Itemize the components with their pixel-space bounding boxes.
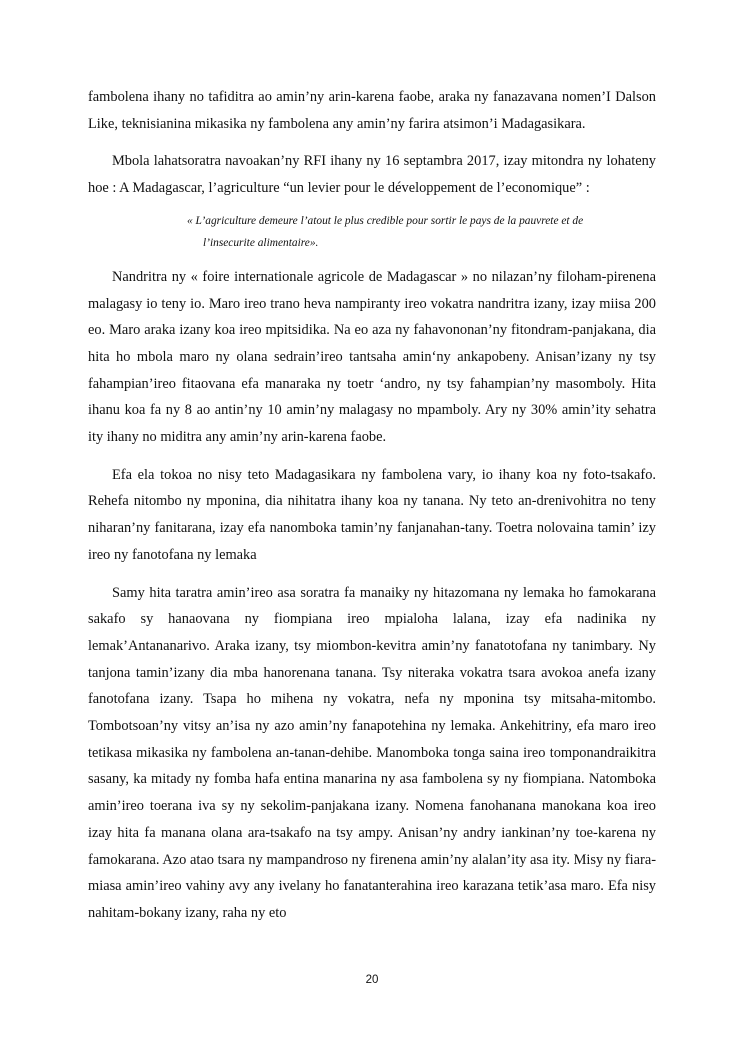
paragraph-foire-agricole: Nandritra ny « foire internationale agricole de Madagascar » no nilazan’ny filoham-pirenena malagasy io teny io. Maro ireo trano heva nampiranty ireo vokatra nandritra izany, izay miisa 200 eo. Maro araka izany koa ireo mpitsidika. Na eo aza ny fahavononan’ny fitondram-panjakana, dia hita ho mbola maro ny olana sedrain’ireo tantsaha amin‘ny ankapobeny. Anisan’izany ny tsy fahampian’ireo fitaovana efa manaraka ny toetr ‘andro, ny tsy fahampian’ny masomboly. Hita ihanu koa fa ny 8 ao antin’ny 10 amin’ny malagasy no mpamboly. Ary ny 30% amin’ity sehatra ity ihany no miditra any amin’ny arin-karena faobe.: [88, 268, 656, 446]
quote-line-1: « L’agriculture demeure l’atout le plus credible pour sortir le pays de la pauvrete et de: [187, 214, 584, 227]
paragraph-rfi-article: Mbola lahatsoratra navoakan’ny RFI ihany ny 16 septambra 2017, izay mitondra ny lohateny hoe : A Madagascar, l’agriculture “un levier pour le développement de l’economique” :: [88, 153, 656, 197]
block-quote: [187, 210, 656, 254]
document-page: [88, 84, 656, 927]
paragraph-lemaka: Samy hita taratra amin’ireo asa soratra fa manaiky ny hitazomana ny lemaka ho famokarana sakafo sy hanaovana ny fiompiana ireo mpialoha lalana, izay efa nadinika ny lemak’Antananarivo. Araka izany, tsy miombon-kevitra amin’ny fanatotofana ny tanimbary. Ny tanjona tamin’izany dia mba hanorenana tanana. Tsy niteraka vokatra tsara avokoa anefa izany fanotofana izany. Tsapa ho mihena ny vokatra, nefa ny mponina tsy mitsaha-mitombo. Tombotsoan’ny vitsy an’isa ny azo amin’ny fanapotehina ny lemaka. Ankehitriny, efa maro ireo tetikasa mikasika ny fambolena an-tanan-dehibe. Manomboka tonga saina ireo tomponandraikitra sasany, ka mitady ny fomba hafa entina manarina ny asa fambolena sy ny fiompiana. Natomboka amin’ireo toerana iva sy ny sekolim-panjakana izany. Nomena fanohanana manokana koa ireo izay hita fa manana olana ara-tsakafo na tsy ampy. Anisan’ny andry iankinan’ny toe-karena ny famokarana. Azo atao tsara ny mampandroso ny firenena amin’ny alalan’ity asa ity. Misy ny fiara-miasa amin’ireo vahiny avy any ivelany ho fanatanterahina ireo karazana tetik’asa maro. Efa nisy nahitam-bokany izany, raha ny eto: [88, 584, 656, 921]
quote-line-2: l’insecurite alimentaire».: [203, 236, 319, 249]
paragraph-fambolena-vary: Efa ela tokoa no nisy teto Madagasikara ny fambolena vary, io ihany koa ny foto-tsakafo. Rehefa nitombo ny mponina, dia nihitatra ihany koa ny tanana. Ny teto an-drenivohitra no teny niharan’ny fanitarana, izay efa nanomboka tamin’ny fanjanahan-tany. Toetra nolovaina tamin’ izy ireo ny fanotofana ny lemaka: [88, 466, 656, 563]
page-number: 20: [365, 974, 379, 986]
paragraph-dalson-like: fambolena ihany no tafiditra ao amin’ny arin-karena faobe, araka ny fanazavana nomen’I Dalson Like, teknisianina mikasika ny fambolena any amin’ny farira atsimon’i Madagasikara.: [88, 89, 656, 132]
